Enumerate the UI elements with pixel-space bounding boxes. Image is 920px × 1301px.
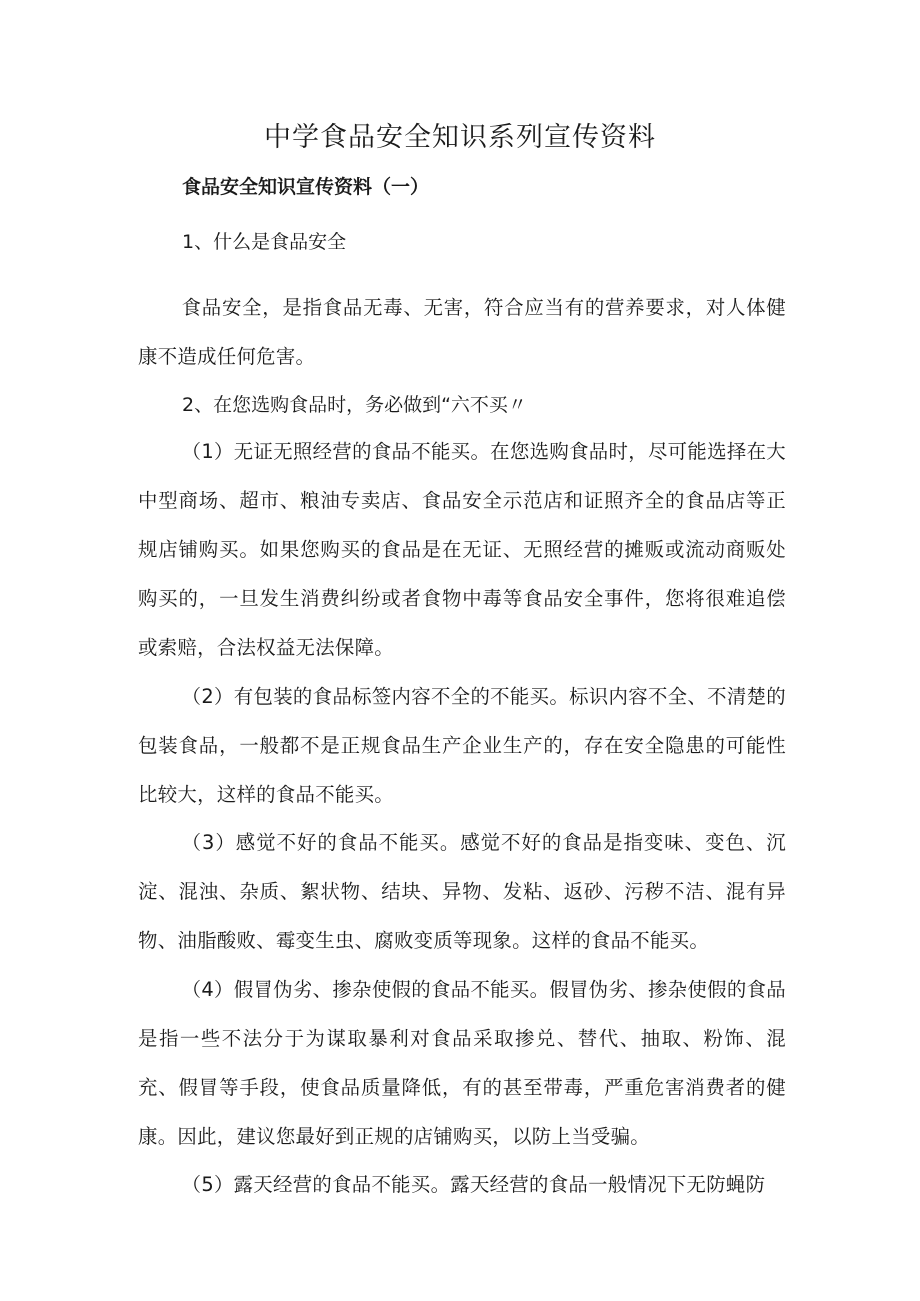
rule-item-4: （4）假冒伪劣、掺杂使假的食品不能买。假冒伪劣、掺杂使假的食品是指一些不法分于为谋取暴利对食品采取掺兑、替代、抽取、粉饰、混充、假冒等手段，使食品质量降低，有的甚至带毒，严重危害消费者的健康。因此，建议您最好到正规的店铺购买，以防上当受骗。	[138, 978, 786, 1148]
question-1-answer: 食品安全，是指食品无毒、无害，符合应当有的营养要求，对人体健康不造成任何危害。	[138, 296, 786, 368]
rule-item-2: （2）有包装的食品标签内容不全的不能买。标识内容不全、不清楚的包装食品，一般都不是正规食品生产企业生产的，存在安全隐患的可能性比较大，这样的食品不能买。	[138, 685, 786, 806]
rule-item-1: （1）无证无照经营的食品不能买。在您选购食品时，尽可能选择在大中型商场、超市、粮油专卖店、食品安全示范店和证照齐全的食品店等正规店铺购买。如果您购买的食品是在无证、无照经营的摊贩或流动商贩处购买的，一旦发生消费纠纷或者食物中毒等食品安全事件，您将很难追偿或索赔，合法权益无法保障。	[138, 440, 786, 659]
rule-item-5: （5）露天经营的食品不能买。露天经营的食品一般情况下无防蝇防	[181, 1173, 766, 1196]
question-2-heading: 2、在您选购食品时，务必做到“六不买〃	[182, 394, 527, 416]
rule-item-3: （3）感觉不好的食品不能买。感觉不好的食品是指变味、变色、沉淀、混浊、杂质、絮状物、结块、异物、发粘、返砂、污秽不洁、混有异物、油脂酸败、霉变生虫、腐败变质等现象。这样的食品不能买。	[138, 831, 786, 952]
document-title: 中学食品安全知识系列宣传资料	[264, 122, 656, 153]
section-heading: 食品安全知识宣传资料（一）	[182, 176, 430, 198]
question-1-heading: 1、什么是食品安全	[182, 231, 347, 253]
